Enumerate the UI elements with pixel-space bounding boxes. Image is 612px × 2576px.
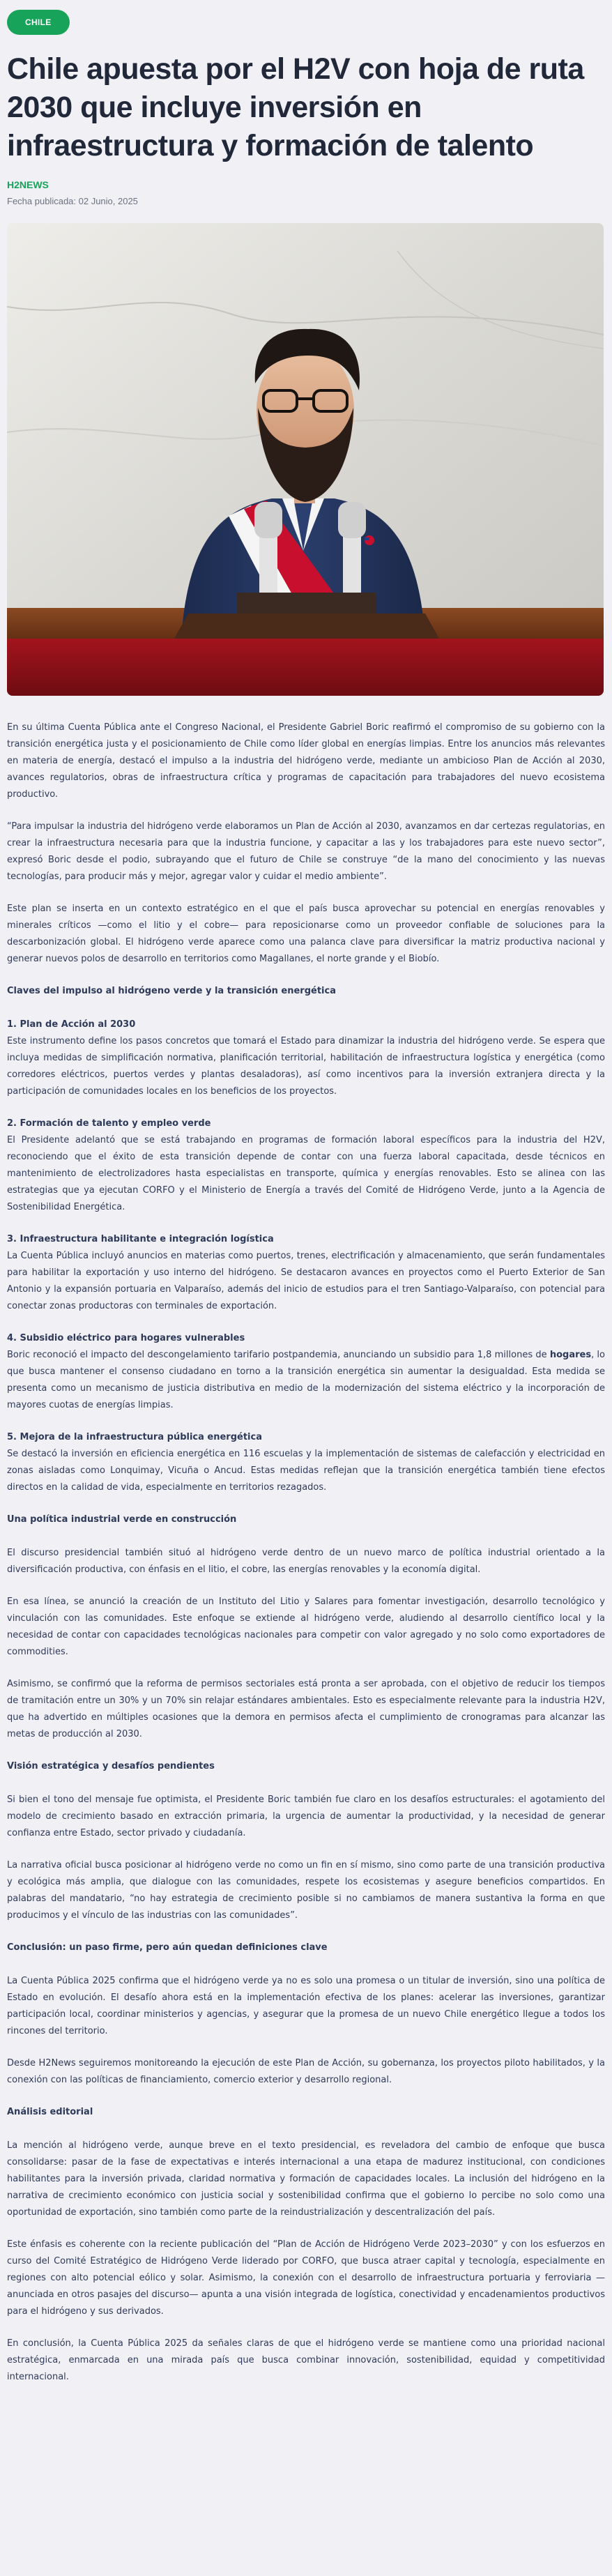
text-run: Boric reconoció el impacto del descongelamiento tarifario postpandemia, anunciando un subsidio para 1,8 millones de <box>7 1350 550 1360</box>
paragraph: En su última Cuenta Pública ante el Congreso Nacional, el Presidente Gabriel Boric reafirmó el compromiso de su gobierno con la transición energética justa y el posicionamiento de Chile como líder global en energías limpias. Entre los anuncios más relevantes en materia de energía, destacó el impulso a la industria del hidrógeno verde, mediante un ambicioso Plan de Acción al 2030, avances regulatorios, obras de infraestructura crítica y programas de capacitación para trabajadores del nuevo ecosistema productivo. <box>7 722 605 800</box>
paragraph: En esa línea, se anunció la creación de un Instituto del Litio y Salares para fomentar investigación, desarrollo tecnológico y vinculación con las comunidades. Este enfoque se extiende al hidrógeno verde, aludiendo al desarrollo científico local y la necesidad de contar con capacidades tecnológicas nacionales para competir con valor agregado y no solo como exportadores de commodities. <box>7 1596 605 1657</box>
paragraph: El discurso presidencial también situó al hidrógeno verde dentro de un nuevo marco de política industrial orientado a la diversificación productiva, con énfasis en el litio, el cobre, las energías renovables y la economía digital. <box>7 1548 605 1575</box>
section-heading: Análisis editorial <box>7 2107 93 2117</box>
section-heading: Claves del impulso al hidrógeno verde y la transición energética <box>7 986 336 996</box>
subsection-heading: 3. Infraestructura habilitante e integración logística <box>7 1234 274 1244</box>
source-label[interactable]: H2NEWS <box>7 179 49 190</box>
paragraph: Este instrumento define los pasos concretos que tomará el Estado para dinamizar la industria del hidrógeno verde. Se espera que incluya medidas de simplificación normativa, planificación territorial, habilitación de infraestructura logística y energética (como corredores eléctricos, puertos verdes y plantas desaladoras), así como incentivos para la inversión extranjera directa y la participación de comunidades locales en los beneficios de los proyectos. <box>7 1036 605 1097</box>
subsection-heading: 1. Plan de Acción al 2030 <box>7 1019 136 1030</box>
section-heading: Una política industrial verde en construcción <box>7 1514 237 1525</box>
paragraph: Asimismo, se confirmó que la reforma de permisos sectoriales está pronta a ser aprobada, con el objetivo de reducir los tiempos de tramitación entre un 30% y un 70% sin relajar estándares ambientales. Esto es especialmente relevante para la industria H2V, que ha advertido en múltiples ocasiones que la demora en permisos afecta el cumplimiento de cronogramas para alcanzar las metas de producción al 2030. <box>7 1679 605 1739</box>
paragraph: Desde H2News seguiremos monitoreando la ejecución de este Plan de Acción, su gobernanza, los proyectos piloto habilitados, y la conexión con las políticas de financiamiento, comercio exterior y desarrollo regional. <box>7 2058 605 2085</box>
paragraph: La Cuenta Pública 2025 confirma que el hidrógeno verde ya no es solo una promesa o un titular de inversión, sino una política de Estado en evolución. El desafío ahora está en la implementación efectiva de los planes: acelerar las inversiones, garantizar participación local, coordinar ministerios y agencias, y asegurar que la promesa de un nuevo Chile energético llegue a todos los rincones del territorio. <box>7 1976 605 2036</box>
section-heading: Conclusión: un paso firme, pero aún quedan definiciones clave <box>7 1942 328 1953</box>
paragraph: El Presidente adelantó que se está trabajando en programas de formación laboral específicos para la industria del H2V, reconociendo que el éxito de esta transición depende de contar con una fuerza laboral capacitada, desde técnicos en mantenimiento de electrolizadores hasta especialistas en transporte, química y energías renovables. Esto se alinea con las estrategias que ya ejecutan CORFO y el Ministerio de Energía a través del Comité de Hidrógeno Verde, junto a la Agencia de Sostenibilidad Energética. <box>7 1135 605 1212</box>
subsection-heading: 2. Formación de talento y empleo verde <box>7 1118 211 1129</box>
publish-date: Fecha publicada: 02 Junio, 2025 <box>7 196 138 206</box>
paragraph: Este plan se inserta en un contexto estratégico en el que el país busca aprovechar su potencial en energías renovables y minerales críticos —como el litio y el cobre— para reposicionarse como un proveedor confiable de soluciones para la descarbonización global. El hidrógeno verde aparece como una palanca clave para diversificar la matriz productiva nacional y generar nuevos polos de desarrollo en territorios como Magallanes, el norte grande y el Biobío. <box>7 904 605 964</box>
text-run: , lo que busca mantener el consenso ciudadano en torno a la transición energética sin aumentar la desigualdad. Esta medida se presenta como un mecanismo de justicia distributiva en medio de la modernización del sistema eléctrico y la incorporación de mayores cuotas de energías limpias. <box>7 1350 605 1410</box>
paragraph: La narrativa oficial busca posicionar al hidrógeno verde no como un fin en sí mismo, sino como parte de una transición productiva y ecológica más amplia, que dialogue con las comunidades, respete los ecosistemas y asegure beneficios compartidos. En palabras del mandatario, “no hay estrategia de crecimiento posible si no cambiamos de manera sustantiva la forma en que producimos y el vínculo de las industrias con las comunidades”. <box>7 1860 605 1921</box>
paragraph: La Cuenta Pública incluyó anuncios en materias como puertos, trenes, electrificación y almacenamiento, que serán fundamentales para habilitar la exportación y uso interno del hidrógeno. Se destacaron avances en proyectos como el Puerto Exterior de San Antonio y la expansión portuaria en Valparaíso, además del inicio de estudios para el tren Santiago-Valparaíso, con potencial para conectar zonas productoras con terminales de exportación. <box>7 1251 605 1311</box>
subsection-heading: 5. Mejora de la infraestructura pública energética <box>7 1432 262 1442</box>
paragraph: Si bien el tono del mensaje fue optimista, el Presidente Boric también fue claro en los desafíos estructurales: el agotamiento del modelo de crecimiento basado en extracción primaria, la urgencia de aumentar la productividad, y la necesidad de generar confianza entre Estado, sector privado y ciudadanía. <box>7 1794 605 1838</box>
president-photo-illustration <box>7 223 604 696</box>
category-badge[interactable]: CHILE <box>7 10 70 35</box>
article-title: Chile apuesta por el H2V con hoja de ruta 2030 que incluye inversión en infraestructura y formación de talento <box>7 52 584 162</box>
paragraph <box>7 1347 605 1414</box>
bold-text-run: hogares <box>549 1350 592 1360</box>
article-body <box>7 719 605 2386</box>
subsection-heading: 4. Subsidio eléctrico para hogares vulnerables <box>7 1333 245 1343</box>
paragraph: Se destacó la inversión en eficiencia energética en 116 escuelas y la implementación de sistemas de calefacción y electricidad en zonas aisladas como Lonquimay, Vicuña o Ancud. Estas medidas reflejan que la transición energética también tiene efectos directos en la calidad de vida, especialmente en territorios rezagados. <box>7 1449 605 1493</box>
paragraph: La mención al hidrógeno verde, aunque breve en el texto presidencial, es reveladora del cambio de enfoque que busca consolidarse: pasar de la fase de expectativas e interés internacional a una etapa de madurez institucional, con condiciones habilitantes para la inversión privada, claridad normativa y formación de capacidades locales. La inclusión del hidrógeno en la narrativa de crecimiento económico con justicia social y sostenibilidad confirma que el gobierno lo percibe no solo como una oportunidad de exportación, sino también como parte de la reindustrialización y descentralización del país. <box>7 2140 605 2218</box>
quote-paragraph: “Para impulsar la industria del hidrógeno verde elaboramos un Plan de Acción al 2030, avanzamos en dar certezas regulatorias, en crear la infraestructura necesaria para que la industria funcione, y capacitar a las y los trabajadores para este nuevo sector”, expresó Boric desde el podio, subrayando que el futuro de Chile se construye “de la mano del conocimiento y las nuevas tecnologías, para producir más y mejor, agregar valor y cuidar el medio ambiente”. <box>7 821 605 882</box>
paragraph: Este énfasis es coherente con la reciente publicación del “Plan de Acción de Hidrógeno Verde 2023–2030” y con los esfuerzos en curso del Comité Estratégico de Hidrógeno Verde liderado por CORFO, que busca atraer capital y tecnología, especialmente en regiones con alto potencial eólico y solar. Asimismo, la conexión con el desarrollo de infraestructura portuaria y ferroviaria —anunciada en otros pasajes del discurso— apunta a una visión integrada de logística, conectividad y encadenamientos productivos para el hidrógeno y sus derivados. <box>7 2239 605 2317</box>
section-heading: Visión estratégica y desafíos pendientes <box>7 1761 215 1771</box>
paragraph: En conclusión, la Cuenta Pública 2025 da señales claras de que el hidrógeno verde se mantiene como una prioridad nacional estratégica, enmarcada en una mirada país que busca combinar innovación, sostenibilidad, equidad y competitividad internacional. <box>7 2338 605 2382</box>
hero-image <box>7 223 604 696</box>
article-page <box>7 0 605 2386</box>
